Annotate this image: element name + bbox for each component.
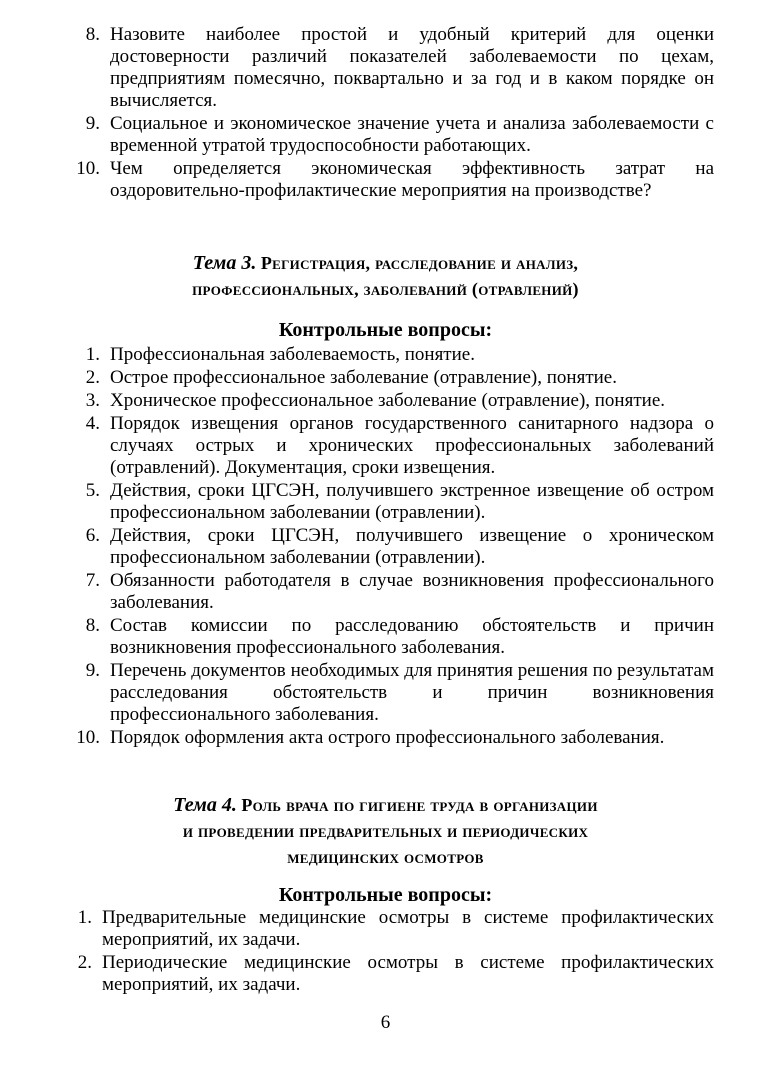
item-number: 8. [85,615,100,636]
topic-4-title-line-3: медицинских осмотров [287,847,484,867]
topic-3-question-list [66,344,714,750]
item-text: Назовите наиболее простой и удобный критерий для оценки достоверности различий показателей заболеваемости по цехам, предприятиям помесячно, поквартально и за год и в каком порядке он вычисляется. [110,24,714,111]
topic-4-questions-heading: Контрольные вопросы: [278,884,493,906]
item-number: 1. [85,344,100,365]
item-text: Обязанности работодателя в случае возникновения профессионального заболевания. [110,570,714,613]
list-item [66,727,714,749]
list-item [58,952,714,996]
item-number: 2. [85,367,100,388]
list-item [66,113,714,157]
item-text: Хроническое профессиональное заболевание (отравление), понятие. [110,390,665,411]
topic-4-lead: Тема 4. [173,794,237,816]
topic-3-title-line-2: профессиональных, заболеваний (отравлений) [192,279,579,299]
item-text: Порядок оформления акта острого профессионального заболевания. [110,727,665,748]
item-number: 1. [77,907,92,928]
list-item [66,158,714,202]
item-text: Состав комиссии по расследованию обстоятельств и причин возникновения профессионального заболевания. [110,615,714,658]
list-item [66,390,714,412]
topic-3-line-1-text: Регистрация, расследование и анализ, [260,253,579,273]
list-item [66,344,714,366]
list-item [66,660,714,726]
topic-3-title-line-1 [0,250,771,276]
list-item [66,24,714,112]
item-text: Острое профессиональное заболевание (отравление), понятие. [110,367,617,388]
item-number: 3. [85,390,100,411]
item-text: Профессиональная заболеваемость, понятие. [110,344,475,365]
question-list-continued [66,24,714,203]
item-number: 8. [85,24,100,45]
list-item [66,570,714,614]
item-text: Чем определяется экономическая эффективность затрат на оздоровительно-профилактические мероприятия на производстве? [110,158,714,201]
item-text: Порядок извещения органов государственного санитарного надзора о случаях острых и хронических профессиональных заболеваний (отравлений). Документация, сроки извещения. [110,413,714,478]
item-text: Действия, сроки ЦГСЭН, получившего извещение о хроническом профессиональном заболевании (отравлении). [110,525,714,568]
item-number: 7. [85,570,100,591]
list-item [58,907,714,951]
item-text: Социальное и экономическое значение учета и анализа заболеваемости с временной утратой трудоспособности работающих. [110,113,714,156]
item-number: 10. [76,727,100,748]
topic-4-title-line-2: и проведении предварительных и периодических [182,821,589,841]
list-item [66,480,714,524]
item-text: Действия, сроки ЦГСЭН, получившего экстренное извещение об остром профессиональном заболевании (отравлении). [110,480,714,523]
topic-4-line-1-text: Роль врача по гигиене труда в организации [241,795,598,815]
item-number: 9. [85,113,100,134]
item-number: 2. [77,952,92,973]
item-text: Предварительные медицинские осмотры в системе профилактических мероприятий, их задачи. [102,907,714,950]
topic-4-title [0,792,771,870]
list-item [66,367,714,389]
item-number: 10. [76,158,100,179]
list-item [66,413,714,479]
list-item [66,615,714,659]
page-number: 6 [380,1012,391,1033]
topic-3-lead: Тема 3. [192,252,257,274]
topic-4-title-line-1 [0,792,771,818]
topic-4-question-list [58,907,714,997]
item-number: 5. [85,480,100,501]
item-number: 9. [85,660,100,681]
list-item [66,525,714,569]
topic-3-questions-heading: Контрольные вопросы: [278,319,493,341]
item-number: 4. [85,413,100,434]
item-number: 6. [85,525,100,546]
topic-3-title [0,250,771,302]
item-text: Периодические медицинские осмотры в системе профилактических мероприятий, их задачи. [102,952,714,995]
item-text: Перечень документов необходимых для принятия решения по результатам расследования обстоятельств и причин возникновения профессионального заболевания. [110,660,714,725]
